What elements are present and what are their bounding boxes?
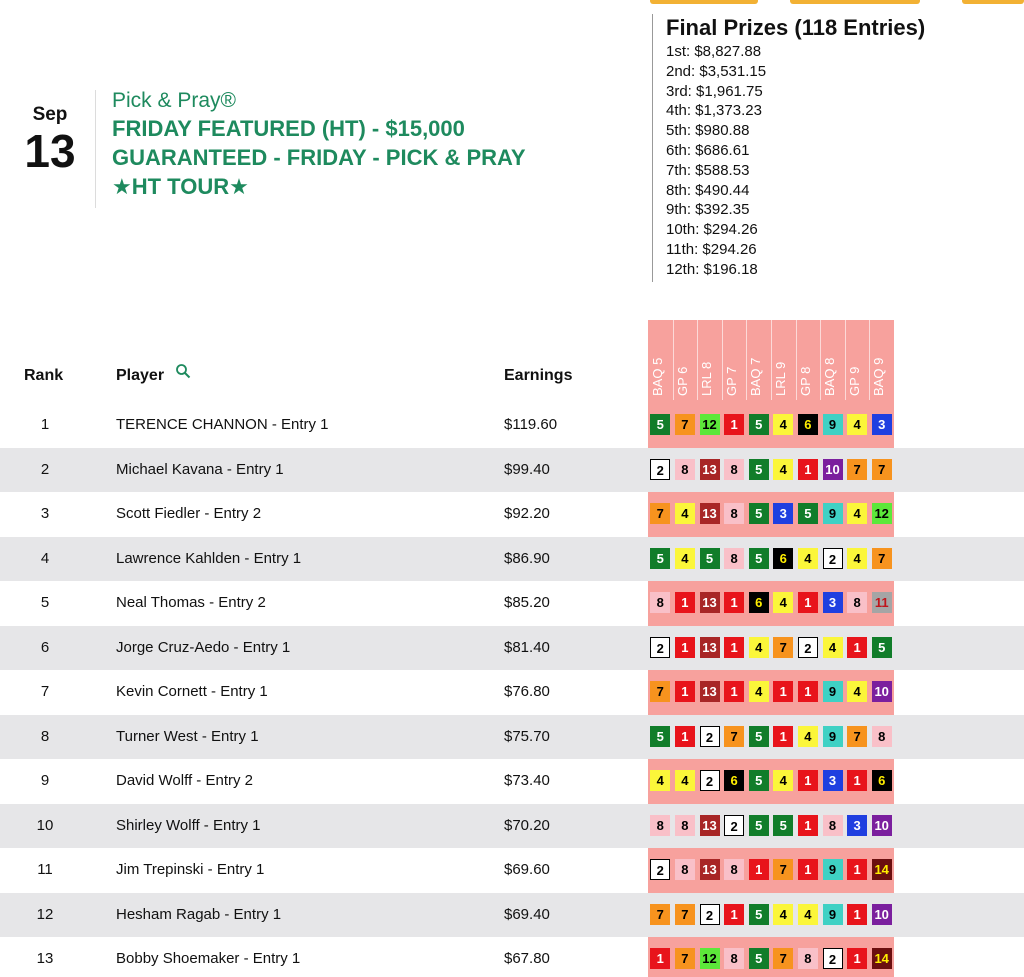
earnings-cell: $92.20 xyxy=(504,505,550,522)
player-cell: Bobby Shoemaker - Entry 1 xyxy=(116,950,301,967)
saddle-cloth-pick: 4 xyxy=(798,726,818,747)
saddle-cloth-pick: 5 xyxy=(773,815,793,836)
saddle-cloth-pick: 13 xyxy=(700,815,720,836)
saddle-cloth-pick: 8 xyxy=(724,859,744,880)
saddle-cloth-pick: 8 xyxy=(724,459,744,480)
saddle-cloth-pick: 10 xyxy=(872,815,892,836)
earnings-cell: $69.60 xyxy=(504,861,550,878)
rank-cell: 13 xyxy=(36,950,54,967)
saddle-cloth-pick: 7 xyxy=(650,503,670,524)
rank-cell: 1 xyxy=(40,416,50,433)
saddle-cloth-pick: 2 xyxy=(724,815,744,836)
saddle-cloth-pick: 1 xyxy=(847,904,867,925)
saddle-cloth-pick: 4 xyxy=(675,770,695,791)
earnings-cell: $69.40 xyxy=(504,905,550,923)
saddle-cloth-pick: 5 xyxy=(749,948,769,969)
player-cell: Lawrence Kahlden - Entry 1 xyxy=(116,549,302,567)
player-cell: Turner West - Entry 1 xyxy=(116,727,259,745)
saddle-cloth-pick: 13 xyxy=(700,592,720,613)
saddle-cloth-pick: 1 xyxy=(675,592,695,613)
saddle-cloth-pick: 3 xyxy=(847,815,867,836)
saddle-cloth-pick: 9 xyxy=(823,414,843,435)
saddle-cloth-pick: 8 xyxy=(724,503,744,524)
saddle-cloth-pick: 11 xyxy=(872,592,892,613)
saddle-cloth-pick: 4 xyxy=(650,770,670,791)
saddle-cloth-pick: 2 xyxy=(650,637,670,658)
prize-line: 6th: $686.61 xyxy=(666,141,750,159)
saddle-cloth-pick: 1 xyxy=(847,859,867,880)
picks-cell xyxy=(648,848,894,893)
saddle-cloth-pick: 1 xyxy=(724,637,744,658)
player-cell: Hesham Ragab - Entry 1 xyxy=(116,905,282,923)
saddle-cloth-pick: 4 xyxy=(847,681,867,702)
saddle-cloth-pick: 5 xyxy=(749,414,769,435)
table-row[interactable] xyxy=(0,492,1024,537)
saddle-cloth-pick: 6 xyxy=(798,414,818,435)
picks-cell xyxy=(648,492,894,537)
earnings-header: Earnings xyxy=(504,367,573,384)
saddle-cloth-pick: 8 xyxy=(872,726,892,747)
race-separator xyxy=(722,320,723,400)
rank-cell: 11 xyxy=(37,861,53,878)
saddle-cloth-pick: 7 xyxy=(847,459,867,480)
prize-line: 2nd: $3,531.15 xyxy=(666,62,767,80)
picks-cell xyxy=(648,893,894,938)
saddle-cloth-pick: 2 xyxy=(823,548,843,569)
saddle-cloth-pick: 13 xyxy=(700,503,720,524)
saddle-cloth-pick: 7 xyxy=(872,459,892,480)
saddle-cloth-pick: 1 xyxy=(798,681,818,702)
table-row[interactable] xyxy=(0,759,1024,804)
saddle-cloth-pick: 8 xyxy=(650,592,670,613)
contest-title xyxy=(112,88,526,201)
saddle-cloth-pick: 8 xyxy=(675,459,695,480)
saddle-cloth-pick: 9 xyxy=(823,726,843,747)
saddle-cloth-pick: 10 xyxy=(872,904,892,925)
saddle-cloth-pick: 1 xyxy=(724,592,744,613)
saddle-cloth-pick: 3 xyxy=(773,503,793,524)
saddle-cloth-pick: 4 xyxy=(675,548,695,569)
saddle-cloth-pick: 14 xyxy=(872,948,892,969)
earnings-cell: $81.40 xyxy=(504,638,550,656)
prizes-divider xyxy=(652,14,653,282)
saddle-cloth-pick: 8 xyxy=(823,815,843,836)
saddle-cloth-pick: 9 xyxy=(823,681,843,702)
saddle-cloth-pick: 1 xyxy=(847,770,867,791)
earnings-cell: $70.20 xyxy=(504,816,550,834)
saddle-cloth-pick: 5 xyxy=(749,459,769,480)
picks-cell xyxy=(648,937,894,977)
saddle-cloth-pick: 6 xyxy=(724,770,744,791)
saddle-cloth-pick: 5 xyxy=(798,503,818,524)
table-row[interactable] xyxy=(0,937,1024,977)
saddle-cloth-pick: 14 xyxy=(872,859,892,880)
saddle-cloth-pick: 5 xyxy=(650,414,670,435)
player-cell: Jorge Cruz-Aedo - Entry 1 xyxy=(116,638,291,656)
saddle-cloth-pick: 4 xyxy=(847,503,867,524)
saddle-cloth-pick: 13 xyxy=(700,459,720,480)
saddle-cloth-pick: 2 xyxy=(700,904,720,925)
title-divider xyxy=(95,90,96,208)
player-cell: David Wolff - Entry 2 xyxy=(116,772,253,789)
date-month: Sep xyxy=(32,104,68,125)
player-cell: Neal Thomas - Entry 2 xyxy=(116,594,266,611)
contest-title-line: GUARANTEED - FRIDAY - PICK & PRAY xyxy=(112,145,526,170)
table-row[interactable] xyxy=(0,670,1024,715)
saddle-cloth-pick: 2 xyxy=(798,637,818,658)
player-cell: TERENCE CHANNON - Entry 1 xyxy=(116,416,329,433)
saddle-cloth-pick: 5 xyxy=(872,637,892,658)
earnings-cell: $76.80 xyxy=(504,683,550,700)
saddle-cloth-pick: 1 xyxy=(675,637,695,658)
saddle-cloth-pick: 8 xyxy=(724,548,744,569)
saddle-cloth-pick: 4 xyxy=(798,904,818,925)
saddle-cloth-pick: 4 xyxy=(847,548,867,569)
player-header-label: Player xyxy=(116,367,165,384)
saddle-cloth-pick: 7 xyxy=(872,548,892,569)
prize-line: 1st: $8,827.88 xyxy=(666,43,762,60)
rank-cell: 5 xyxy=(40,594,50,611)
saddle-cloth-pick: 2 xyxy=(700,770,720,791)
saddle-cloth-pick: 4 xyxy=(773,904,793,925)
saddle-cloth-pick: 4 xyxy=(773,592,793,613)
race-separator xyxy=(845,320,846,400)
saddle-cloth-pick: 7 xyxy=(675,948,695,969)
saddle-cloth-pick: 4 xyxy=(773,414,793,435)
table-row[interactable] xyxy=(0,626,1024,671)
contest-date xyxy=(14,104,86,177)
saddle-cloth-pick: 12 xyxy=(700,948,720,969)
player-cell: Jim Trepinski - Entry 1 xyxy=(116,861,265,878)
rank-cell: 4 xyxy=(40,549,50,567)
saddle-cloth-pick: 4 xyxy=(823,637,843,658)
race-header: BAQ 9 xyxy=(871,357,887,396)
prize-line: 12th: $196.18 xyxy=(666,260,758,278)
saddle-cloth-pick: 8 xyxy=(650,815,670,836)
saddle-cloth-pick: 8 xyxy=(798,948,818,969)
date-day: 13 xyxy=(24,125,76,177)
picks-cell xyxy=(648,403,894,448)
saddle-cloth-pick: 3 xyxy=(872,414,892,435)
earnings-cell: $119.60 xyxy=(504,416,558,433)
saddle-cloth-pick: 8 xyxy=(724,948,744,969)
table-row[interactable] xyxy=(0,804,1024,849)
table-row[interactable] xyxy=(0,403,1024,448)
player-cell: Michael Kavana - Entry 1 xyxy=(116,460,284,478)
saddle-cloth-pick: 1 xyxy=(798,592,818,613)
rank-cell: 8 xyxy=(40,727,50,745)
race-header: BAQ 8 xyxy=(822,357,838,396)
prize-line: 3rd: $1,961.75 xyxy=(666,82,763,100)
saddle-cloth-pick: 12 xyxy=(872,503,892,524)
saddle-cloth-pick: 2 xyxy=(650,459,670,480)
search-icon[interactable] xyxy=(175,363,191,384)
rank-cell: 10 xyxy=(36,816,54,834)
saddle-cloth-pick: 6 xyxy=(749,592,769,613)
saddle-cloth-pick: 1 xyxy=(773,726,793,747)
saddle-cloth-pick: 7 xyxy=(675,904,695,925)
saddle-cloth-pick: 13 xyxy=(700,859,720,880)
table-row[interactable] xyxy=(0,537,1024,582)
top-tab-3[interactable] xyxy=(962,0,1024,4)
race-header: BAQ 7 xyxy=(748,357,764,396)
saddle-cloth-pick: 5 xyxy=(749,815,769,836)
top-tab-1[interactable] xyxy=(650,0,758,4)
earnings-cell: $67.80 xyxy=(504,950,550,967)
picks-cell xyxy=(648,581,894,626)
saddle-cloth-pick: 1 xyxy=(724,681,744,702)
rank-header: Rank xyxy=(24,367,64,384)
contest-title-line: FRIDAY FEATURED (HT) - $15,000 xyxy=(112,116,465,141)
contest-subtitle: Pick & Pray® xyxy=(112,89,237,112)
saddle-cloth-pick: 1 xyxy=(798,770,818,791)
saddle-cloth-pick: 6 xyxy=(872,770,892,791)
saddle-cloth-pick: 5 xyxy=(650,548,670,569)
prize-line: 11th: $294.26 xyxy=(666,240,757,258)
race-header: GP 9 xyxy=(846,366,862,396)
prize-line: 8th: $490.44 xyxy=(666,181,750,199)
saddle-cloth-pick: 8 xyxy=(675,859,695,880)
table-row[interactable] xyxy=(0,448,1024,493)
player-cell: Scott Fiedler - Entry 2 xyxy=(116,505,262,522)
saddle-cloth-pick: 5 xyxy=(650,726,670,747)
saddle-cloth-pick: 9 xyxy=(823,904,843,925)
saddle-cloth-pick: 9 xyxy=(823,503,843,524)
saddle-cloth-pick: 6 xyxy=(773,548,793,569)
saddle-cloth-pick: 4 xyxy=(847,414,867,435)
race-header: GP 8 xyxy=(797,366,813,396)
race-separator xyxy=(869,320,870,400)
race-header: LRL 8 xyxy=(699,361,715,396)
race-separator xyxy=(771,320,772,400)
saddle-cloth-pick: 4 xyxy=(675,503,695,524)
saddle-cloth-pick: 7 xyxy=(650,681,670,702)
race-header: LRL 9 xyxy=(773,361,788,396)
saddle-cloth-pick: 9 xyxy=(823,859,843,880)
rank-cell: 12 xyxy=(36,905,54,923)
table-row[interactable] xyxy=(0,848,1024,893)
saddle-cloth-pick: 1 xyxy=(773,681,793,702)
saddle-cloth-pick: 7 xyxy=(675,414,695,435)
race-separator xyxy=(796,320,797,400)
earnings-cell: $75.70 xyxy=(504,727,550,745)
picks-cell xyxy=(648,804,894,849)
picks-cell xyxy=(648,715,894,760)
player-cell: Kevin Cornett - Entry 1 xyxy=(116,683,268,700)
saddle-cloth-pick: 5 xyxy=(749,904,769,925)
saddle-cloth-pick: 4 xyxy=(773,459,793,480)
prize-list xyxy=(666,42,925,280)
saddle-cloth-pick: 4 xyxy=(749,681,769,702)
player-header xyxy=(116,367,191,385)
saddle-cloth-pick: 1 xyxy=(650,948,670,969)
saddle-cloth-pick: 1 xyxy=(724,904,744,925)
earnings-cell: $73.40 xyxy=(504,772,550,789)
saddle-cloth-pick: 5 xyxy=(749,770,769,791)
saddle-cloth-pick: 5 xyxy=(749,503,769,524)
race-header: BAQ 5 xyxy=(650,357,665,396)
earnings-cell: $85.20 xyxy=(504,594,550,611)
saddle-cloth-pick: 7 xyxy=(773,948,793,969)
contest-title-line: ★HT TOUR★ xyxy=(112,174,249,199)
picks-cell xyxy=(648,448,894,493)
saddle-cloth-pick: 13 xyxy=(700,681,720,702)
table-row[interactable] xyxy=(0,893,1024,938)
saddle-cloth-pick: 2 xyxy=(823,948,843,969)
earnings-cell: $86.90 xyxy=(504,549,550,567)
saddle-cloth-pick: 5 xyxy=(749,548,769,569)
top-tab-2[interactable] xyxy=(790,0,920,4)
race-separator xyxy=(697,320,698,400)
race-header: GP 7 xyxy=(723,366,739,396)
saddle-cloth-pick: 1 xyxy=(798,815,818,836)
picks-cell xyxy=(648,670,894,715)
saddle-cloth-pick: 7 xyxy=(847,726,867,747)
saddle-cloth-pick: 3 xyxy=(823,592,843,613)
saddle-cloth-pick: 2 xyxy=(700,726,720,747)
saddle-cloth-pick: 12 xyxy=(700,414,720,435)
rank-cell: 9 xyxy=(40,772,50,789)
saddle-cloth-pick: 13 xyxy=(700,637,720,658)
prize-line: 5th: $980.88 xyxy=(666,122,750,140)
earnings-cell: $99.40 xyxy=(504,460,550,478)
race-separator xyxy=(673,320,674,400)
saddle-cloth-pick: 4 xyxy=(798,548,818,569)
saddle-cloth-pick: 7 xyxy=(650,904,670,925)
saddle-cloth-pick: 8 xyxy=(675,815,695,836)
top-tab-strip xyxy=(650,0,1024,4)
table-row[interactable] xyxy=(0,581,1024,626)
saddle-cloth-pick: 5 xyxy=(700,548,720,569)
saddle-cloth-pick: 1 xyxy=(749,859,769,880)
saddle-cloth-pick: 3 xyxy=(823,770,843,791)
final-prizes xyxy=(666,14,925,280)
saddle-cloth-pick: 5 xyxy=(749,726,769,747)
rank-cell: 6 xyxy=(40,638,50,656)
saddle-cloth-pick: 10 xyxy=(872,681,892,702)
saddle-cloth-pick: 7 xyxy=(724,726,744,747)
saddle-cloth-pick: 4 xyxy=(773,770,793,791)
rank-cell: 7 xyxy=(40,683,50,700)
race-header: GP 6 xyxy=(674,366,690,396)
prize-line: 7th: $588.53 xyxy=(666,161,750,179)
picks-cell xyxy=(648,537,894,582)
saddle-cloth-pick: 1 xyxy=(724,414,744,435)
prizes-title: Final Prizes (118 Entries) xyxy=(666,15,926,40)
picks-cell xyxy=(648,759,894,804)
prize-line: 9th: $392.35 xyxy=(666,201,750,219)
rank-cell: 3 xyxy=(40,505,50,522)
race-separator xyxy=(820,320,821,400)
saddle-cloth-pick: 7 xyxy=(773,637,793,658)
prize-line: 10th: $294.26 xyxy=(666,221,758,239)
saddle-cloth-pick: 2 xyxy=(650,859,670,880)
race-separator xyxy=(746,320,747,400)
saddle-cloth-pick: 7 xyxy=(773,859,793,880)
saddle-cloth-pick: 8 xyxy=(847,592,867,613)
saddle-cloth-pick: 10 xyxy=(823,459,843,480)
saddle-cloth-pick: 1 xyxy=(675,726,695,747)
picks-cell xyxy=(648,626,894,671)
saddle-cloth-pick: 1 xyxy=(798,859,818,880)
rank-cell: 2 xyxy=(40,460,50,478)
saddle-cloth-pick: 1 xyxy=(847,948,867,969)
prize-line: 4th: $1,373.23 xyxy=(666,102,762,120)
player-cell: Shirley Wolff - Entry 1 xyxy=(116,816,261,834)
race-headers xyxy=(648,320,894,400)
saddle-cloth-pick: 1 xyxy=(798,459,818,480)
table-row[interactable] xyxy=(0,715,1024,760)
saddle-cloth-pick: 4 xyxy=(749,637,769,658)
saddle-cloth-pick: 1 xyxy=(675,681,695,702)
saddle-cloth-pick: 1 xyxy=(847,637,867,658)
